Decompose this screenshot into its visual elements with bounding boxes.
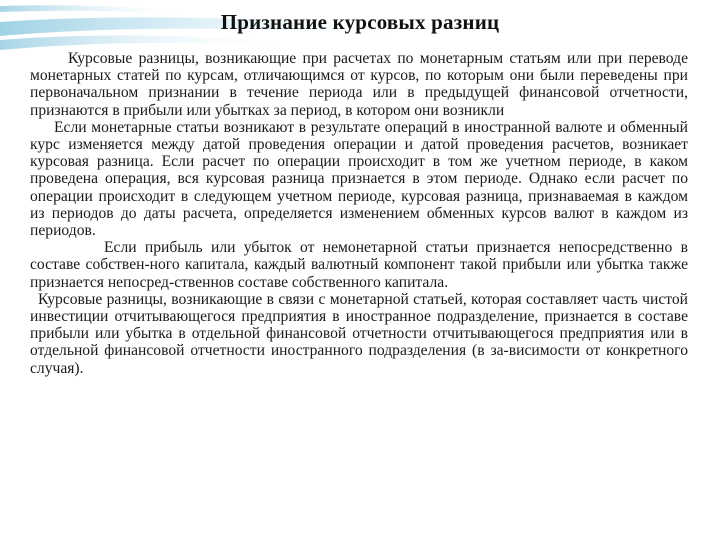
- paragraph-2: Если монетарные статьи возникают в результате операций в иностранной валюте и обменный курс изменяется между датой проведения операции и датой проведения расчетов, возникает курсовая разница. Если расчет по операции происходит в том же учетном периоде, в каком проведена операция, вся курсовая разница признается в этом периоде. Однако если расчет по операции происходит в следующем учетном периоде, курсовая разница, признаваемая в каждом из периодов до даты расчета, определяется изменением обменных курсов валют в каждом из периодов.: [30, 118, 688, 240]
- paragraph-4: Курсовые разницы, возникающие в связи с монетарной статьей, которая составляет часть чистой инвестиции отчитывающегося предприятия в иностранное подразделение, признается в составе прибыли или убытка в отдельной финансовой отчетности отчитывающегося предприятия или в отдельной финансовой отчетности иностранного подразделения (в за-висимости от конкретного случая).: [30, 290, 688, 377]
- swoosh-band-2: [0, 35, 300, 50]
- slide-title: Признание курсовых разниц: [220, 10, 500, 34]
- paragraph-1: Курсовые разницы, возникающие при расчетах по монетарным статьям или при переводе монетарных статей по курсам, отличающимся от курсов, по которым они были переведены при первоначальном признании в течение периода или в предыдущей финансовой отчетности, признаются в прибыли или убытках за период, в котором они возникли: [30, 50, 688, 119]
- slide-body: [30, 50, 688, 377]
- paragraph-3: Если прибыль или убыток от немонетарной статьи признается непосредственно в составе собствен-ного капитала, каждый валютный компонент такой прибыли или убытка также признается непосред-ственнов составе собственного капитала.: [30, 239, 688, 291]
